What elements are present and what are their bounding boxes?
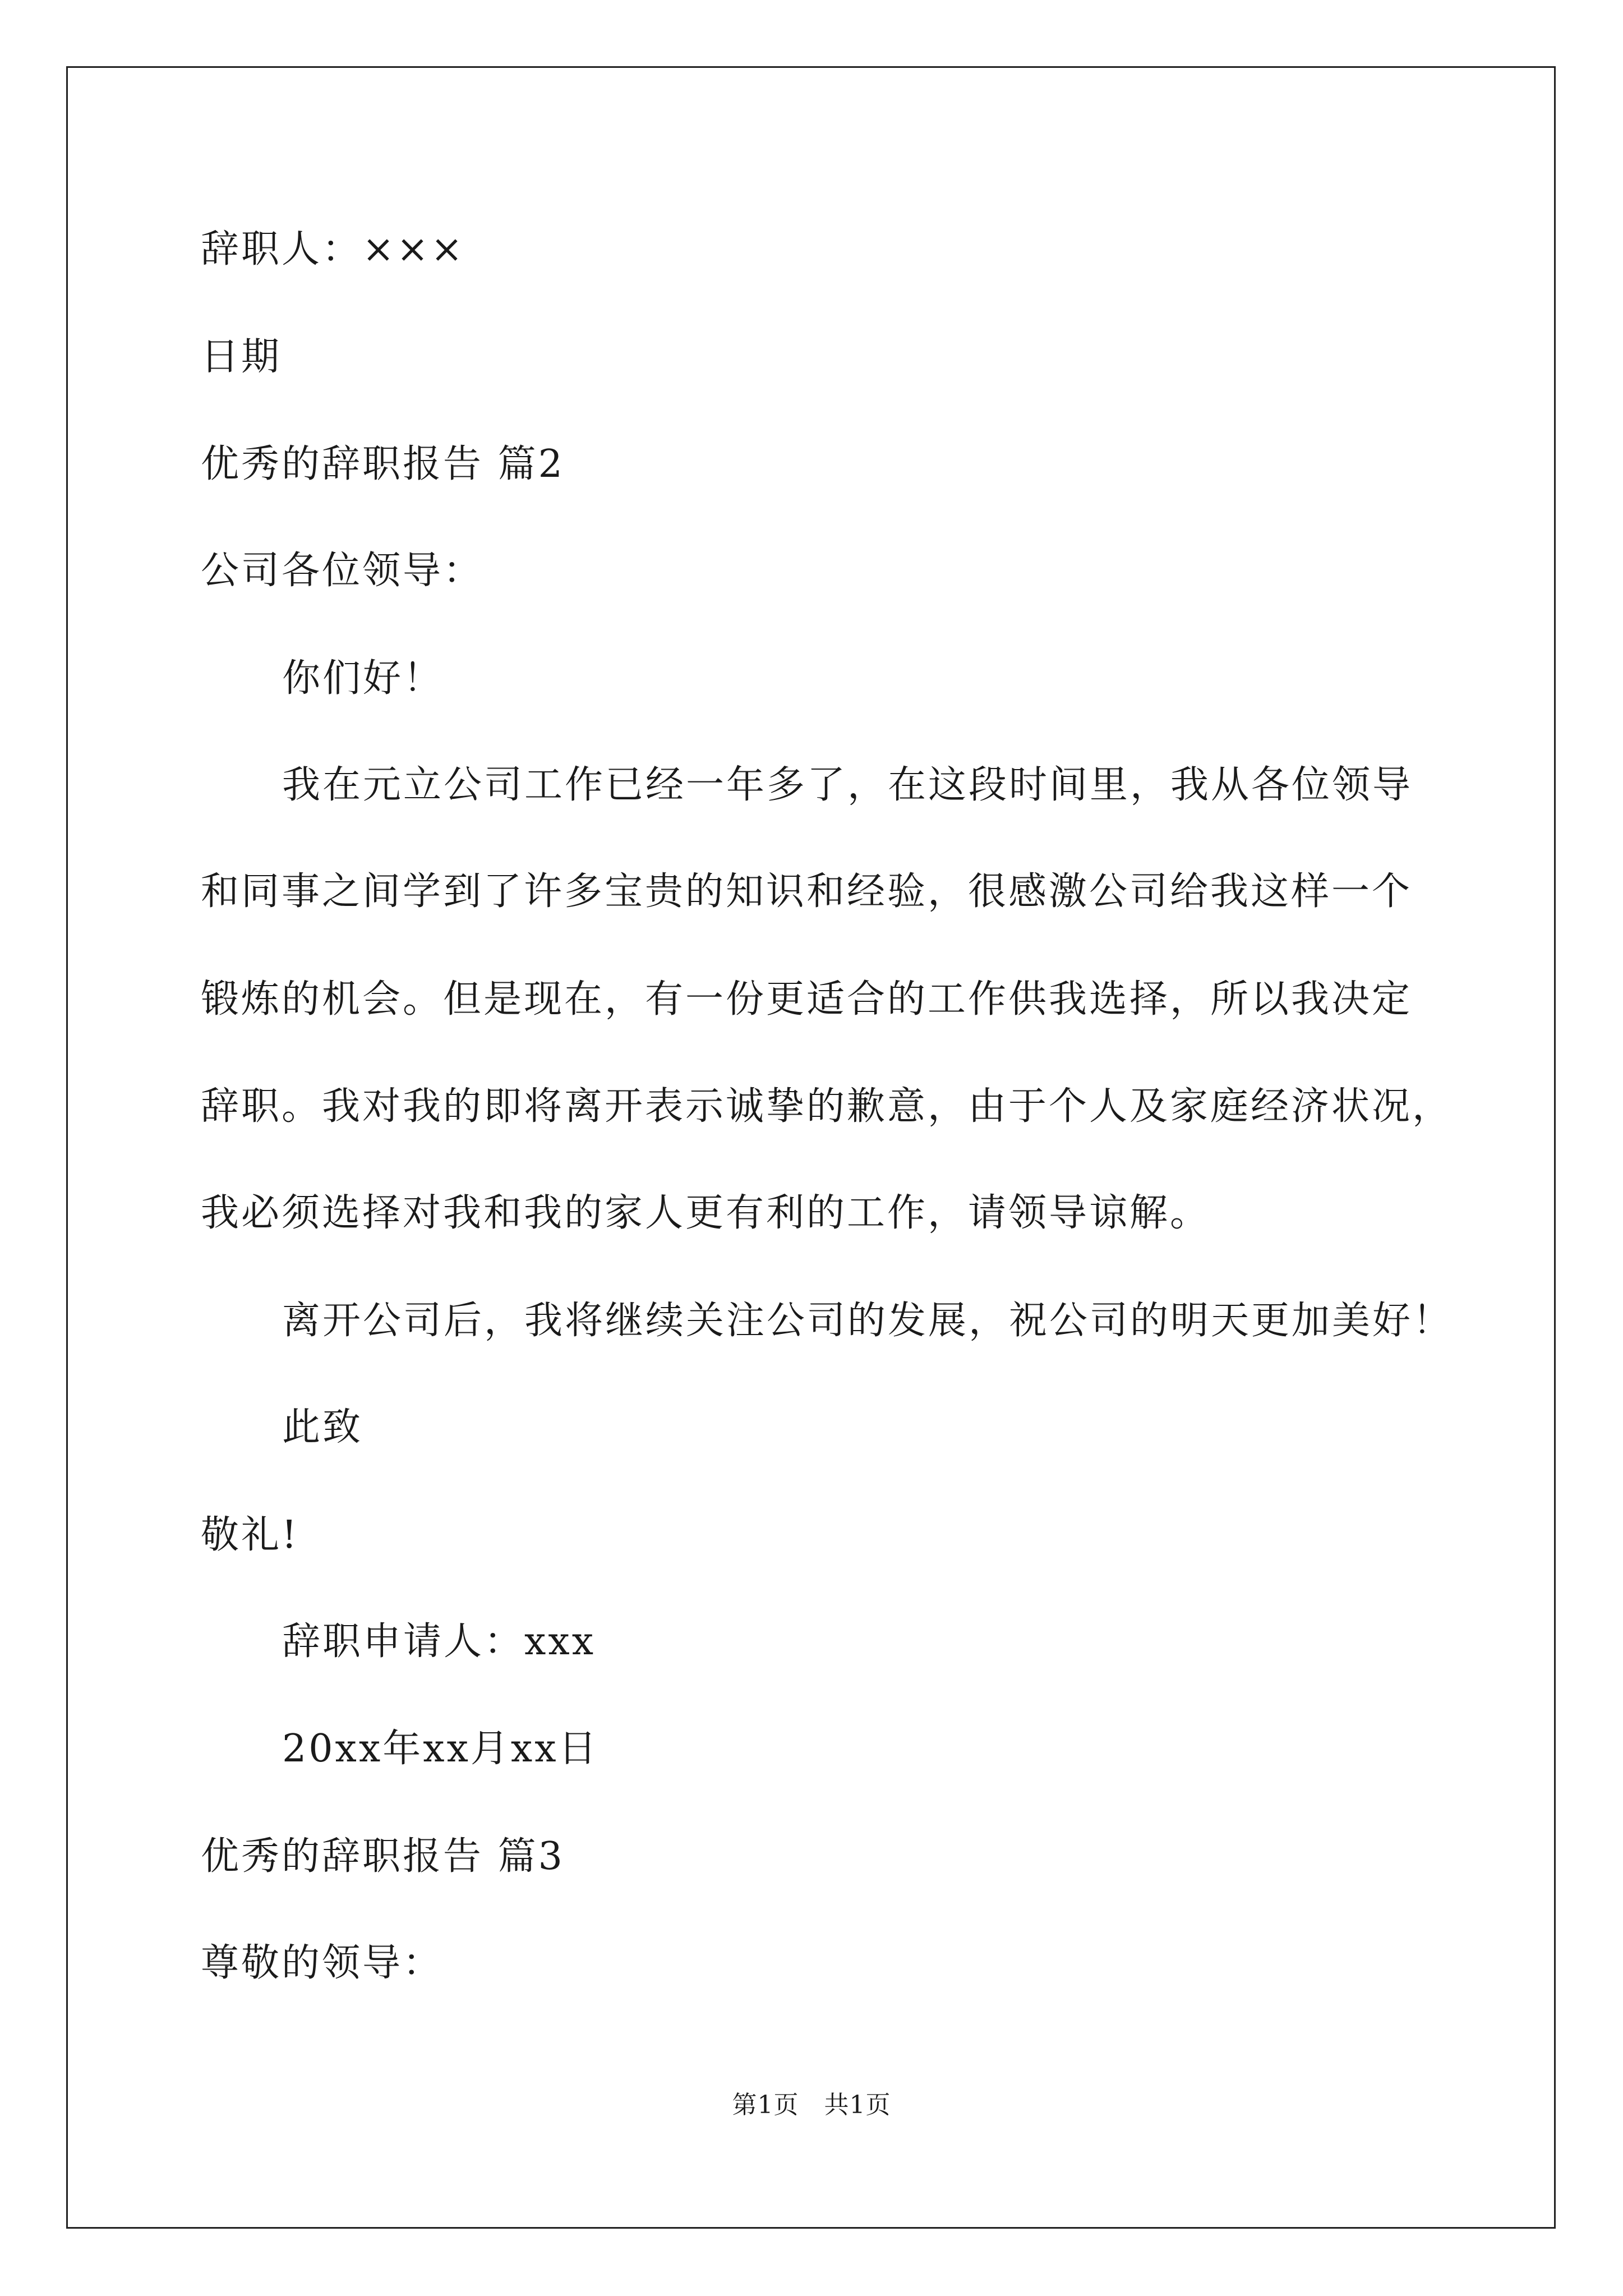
closing-phrase: 此致: [282, 1405, 363, 1450]
body-line-1: 我在元立公司工作已经一年多了，在这段时间里，我从各位领导: [282, 763, 1413, 807]
body-line-2: 和同事之间学到了许多宝贵的知识和经验，很感激公司给我这样一个: [201, 869, 1413, 914]
date-line: 日期: [201, 335, 282, 379]
body-line-3: 锻炼的机会。但是现在，有一份更适合的工作供我选择，所以我决定: [201, 977, 1413, 1022]
section-title-2: 优秀的辞职报告 篇2: [201, 442, 565, 486]
body-line-5: 我必须选择对我和我的家人更有利的工作，请领导谅解。: [201, 1191, 1211, 1235]
signature-date: 20xx年xx月xx日: [282, 1727, 599, 1771]
closing-paragraph: 离开公司后，我将继续关注公司的发展，祝公司的明天更加美好！: [282, 1299, 1454, 1343]
salutation: 公司各位领导：: [201, 549, 484, 593]
applicant-line: 辞职申请人：xxx: [282, 1619, 596, 1664]
body-line-4: 辞职。我对我的即将离开表示诚挚的歉意，由于个人及家庭经济状况，: [201, 1084, 1453, 1129]
salutation-2: 尊敬的领导：: [201, 1941, 444, 1985]
page-footer: 第1页 共1页: [732, 2091, 891, 2119]
regards: 敬礼!: [201, 1513, 299, 1557]
greeting: 你们好！: [282, 656, 444, 701]
page-border: [66, 66, 1556, 2229]
signer-line: 辞职人：×××: [201, 227, 465, 272]
section-title-3: 优秀的辞职报告 篇3: [201, 1834, 565, 1879]
